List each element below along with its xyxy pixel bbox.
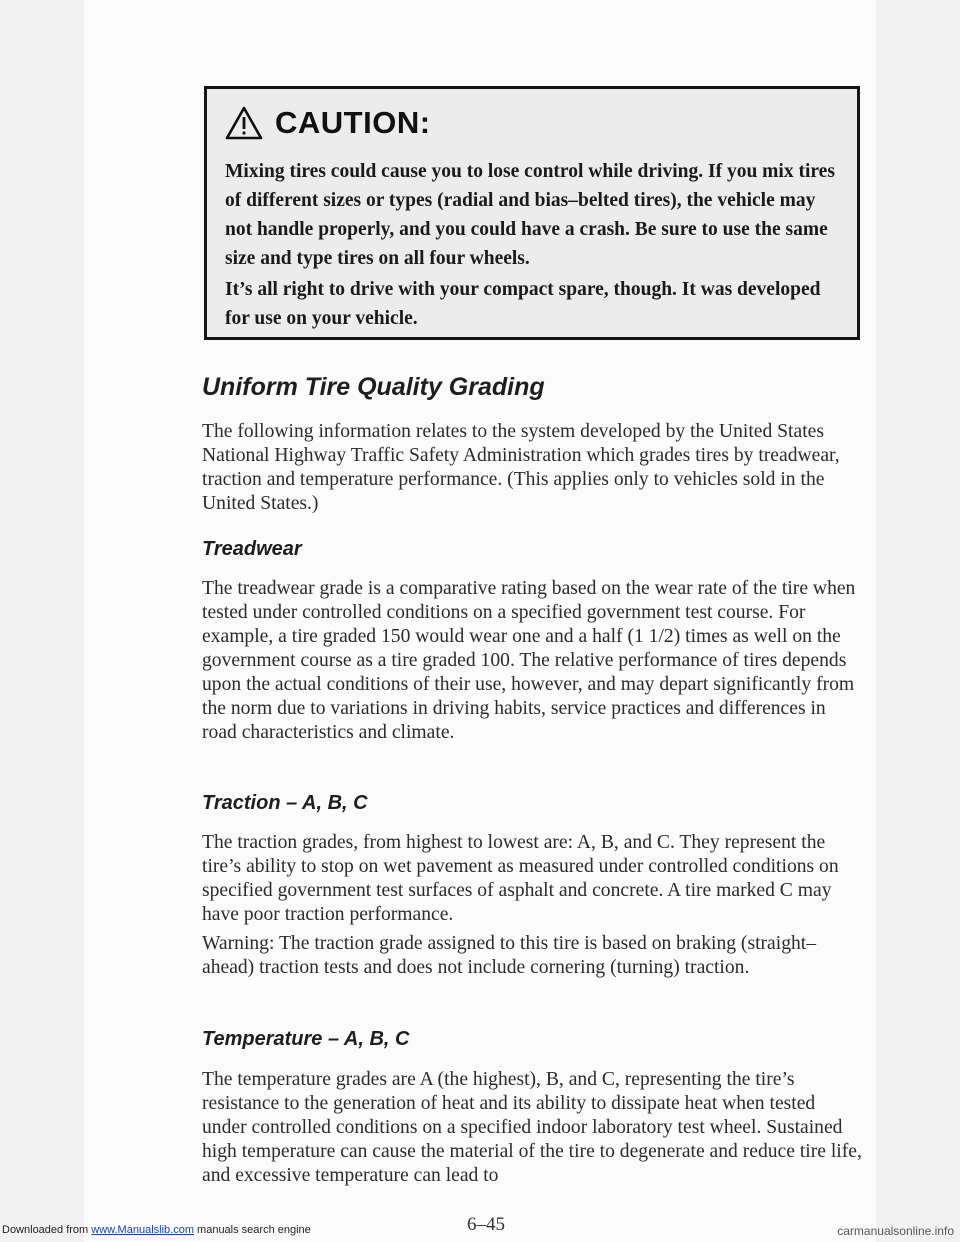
caution-box [204,86,860,340]
download-footer [2,1224,311,1236]
caution-header [225,105,431,141]
page-number: 6–45 [467,1214,505,1235]
caution-paragraph-spare: It’s all right to drive with your compact spare, though. It was developed for use on your vehicle. [225,279,821,329]
paragraph-treadwear: The treadwear grade is a comparative rating based on the wear rate of the tire when tested under controlled conditions on a specified government test course. For example, a tire graded 150 would wear one and a half (1 1/2) times as well on the government course as a tire graded 100. The relative performance of tires depends upon the actual conditions of their use, however, and may depart significantly from the norm due to variations in driving habits, service practices and differences in road characteristics and climate. [202,578,856,743]
manualslib-link[interactable]: www.Manualslib.com [91,1224,194,1236]
heading-treadwear: Treadwear [202,538,302,560]
footer-prefix: Downloaded from [2,1224,92,1236]
caution-title: CAUTION: [275,105,431,140]
warning-triangle-icon [225,106,263,140]
heading-uniform-tire-quality-grading: Uniform Tire Quality Grading [202,373,545,401]
paragraph-temperature: The temperature grades are A (the highest), B, and C, representing the tire’s resistance to the generation of heat and its ability to dissipate heat when tested under controlled conditions on a specified indoor laboratory test wheel. Sustained high temperature can cause the material of the tire to degenerate and reduce tire life, and excessive temperature can lead to [202,1069,862,1186]
watermark: carmanualsonline.info [837,1224,954,1238]
heading-temperature: Temperature – A, B, C [202,1028,410,1050]
paragraph-traction: The traction grades, from highest to lowest are: A, B, and C. They represent the tire’s ability to stop on wet pavement as measured under controlled conditions on specified government test surfaces of asphalt and concrete. A tire marked C may have poor traction performance. [202,832,839,925]
caution-paragraph-mixing: Mixing tires could cause you to lose control while driving. If you mix tires of different sizes or types (radial and bias–belted tires), the vehicle may not handle properly, and you could have a crash. Be sure to use the same size and type tires on all four wheels. [225,161,835,269]
paragraph-uniform-grading: The following information relates to the system developed by the United States National Highway Traffic Safety Administration which grades tires by treadwear, traction and temperature performance. (This applies only to vehicles sold in the United States.) [202,421,840,514]
paragraph-traction-warning: Warning: The traction grade assigned to this tire is based on braking (straight–ahead) traction tests and does not include cornering (turning) traction. [202,933,817,978]
footer-suffix: manuals search engine [193,1224,311,1236]
heading-traction: Traction – A, B, C [202,792,368,814]
